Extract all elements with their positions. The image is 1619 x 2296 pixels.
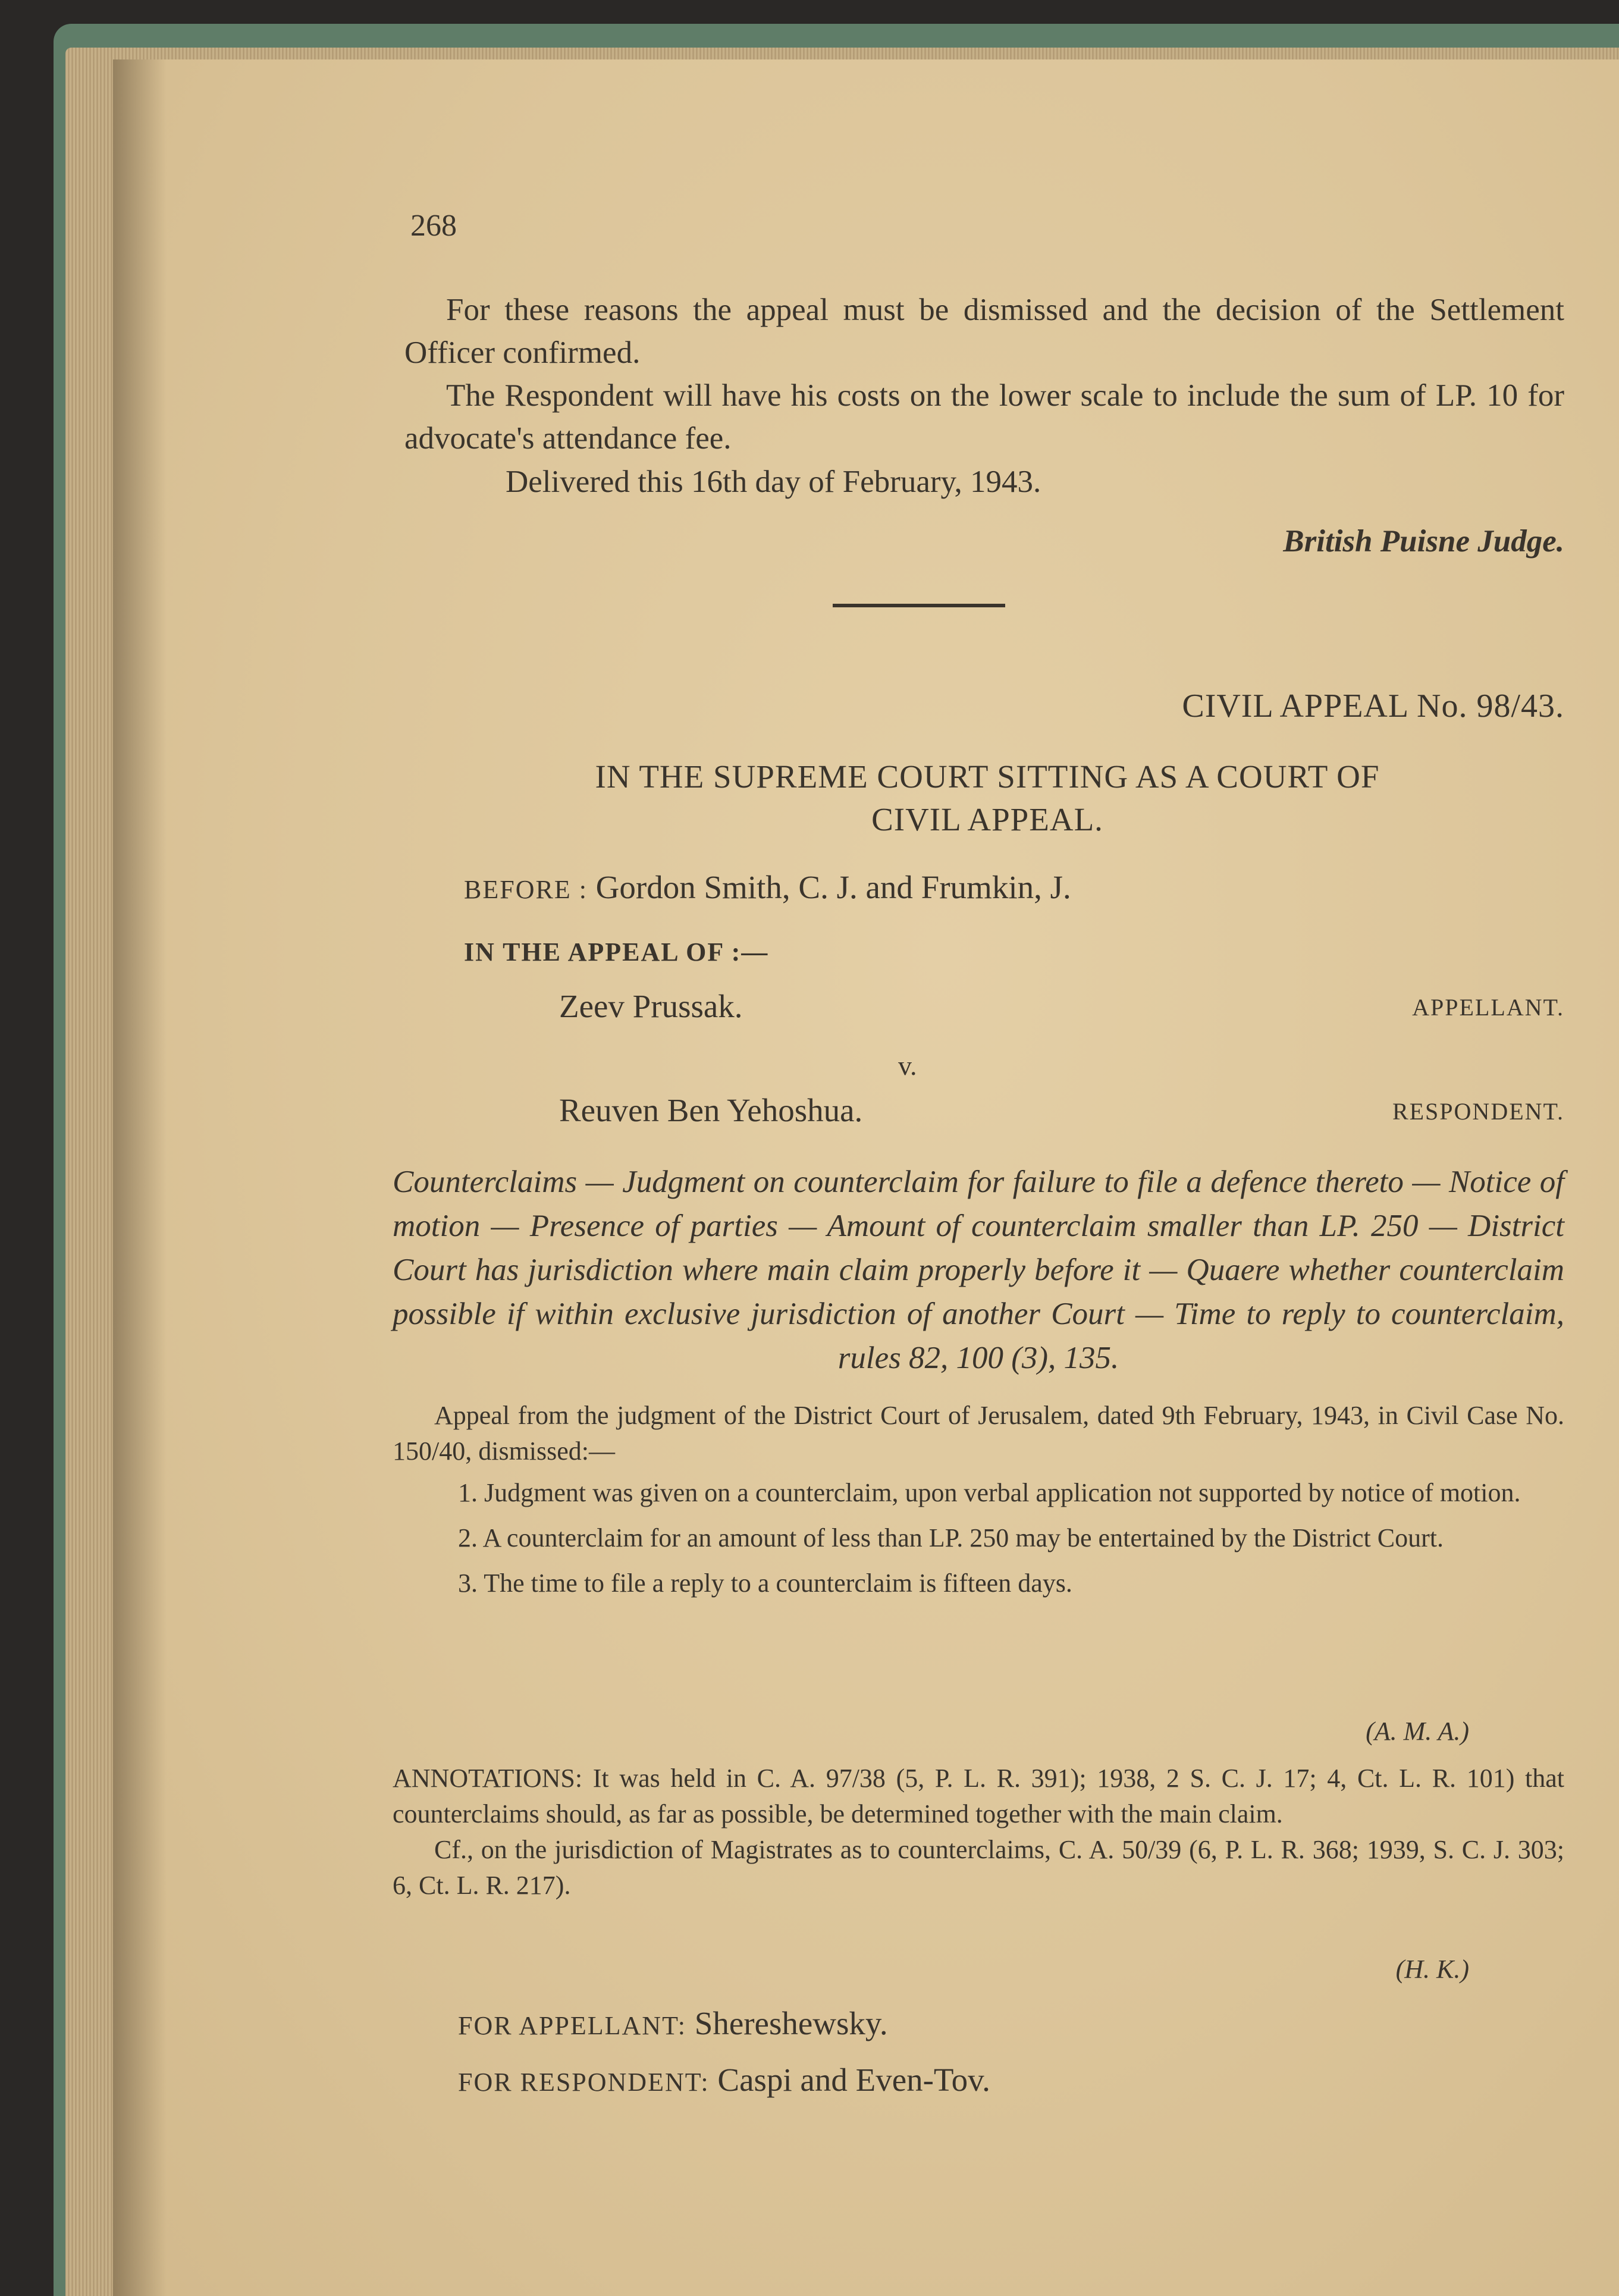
delivered-line: Delivered this 16th day of February, 1943. (506, 465, 1041, 499)
respondent-name: Reuven Ben Yehoshua. (559, 1092, 863, 1128)
section-divider (833, 604, 1005, 607)
counsel-appellant (458, 2005, 888, 2042)
annotation-text: ANNOTATIONS: It was held in C. A. 97/38 (5, P. L. R. 391); 1938, 2 S. C. J. 17; 4, Ct. L. R. 101) that counterclaims should, as far as possible, be determined together with the main claim. (393, 1764, 1564, 1828)
counsel-appellant-label: FOR APPELLANT: (458, 2011, 686, 2040)
court-heading-line-2: CIVIL APPEAL. (871, 801, 1103, 838)
paragraph-dismissal: For these reasons the appeal must be dismissed and the decision of the Settlement Officer confirmed. (404, 293, 1564, 370)
counsel-respondent-name: Caspi and Even-Tov. (717, 2062, 990, 2098)
in-appeal-of: IN THE APPEAL OF :— (464, 937, 769, 967)
court-heading-line-1: IN THE SUPREME COURT SITTING AS A COURT OF (595, 758, 1380, 795)
appeal-from (393, 1398, 1564, 1469)
counsel-appellant-name: Shereshewsky. (694, 2005, 888, 2041)
page-number: 268 (410, 209, 457, 243)
annotations (393, 1761, 1564, 1903)
editor-initials-1: (A. M. A.) (1366, 1717, 1469, 1746)
closing-paragraphs (404, 288, 1564, 460)
case-number: CIVIL APPEAL No. 98/43. (1182, 688, 1564, 724)
before-label: BEFORE : (464, 875, 588, 904)
before-line (464, 868, 1071, 906)
annotation-cf: Cf., on the jurisdiction of Magistrates as to counterclaims, C. A. 50/39 (6, P. L. R. 368; 1939, S. C. J. 303; 6, Ct. L. R. 217). (393, 1835, 1564, 1900)
court-heading (410, 755, 1564, 841)
headnote: Counterclaims — Judgment on counterclaim for failure to file a defence thereto — Notice of motion — Presence of parties — Amount of counterclaim smaller than LP. 250 — District Court has jurisdiction where main claim properly before it — Quaere whether counterclaim possible if within exclusive jurisdiction of another Court — Time to reply to counterclaim, rules 82, 100 (3), 135. (393, 1165, 1564, 1375)
held-item: 1. Judgment was given on a counterclaim, upon verbal application not supported by notice of motion. (458, 1478, 1521, 1507)
held-item: 3. The time to file a reply to a counterclaim is fifteen days. (458, 1569, 1072, 1598)
paragraph-costs: The Respondent will have his costs on the lower scale to include the sum of LP. 10 for advocate's attendance fee. (404, 378, 1564, 456)
editor-initials-2: (H. K.) (1395, 1955, 1469, 1984)
judges: Gordon Smith, C. J. and Frumkin, J. (595, 869, 1071, 905)
versus: v. (898, 1050, 917, 1081)
held-item: 2. A counterclaim for an amount of less than LP. 250 may be entertained by the District Court. (458, 1523, 1444, 1552)
appeal-from-text: Appeal from the judgment of the District Court of Jerusalem, dated 9th February, 1943, in Civil Case No. 150/40, dismissed:— (393, 1401, 1564, 1466)
counsel-respondent (458, 2061, 990, 2099)
appellant-role: APPELLANT. (1412, 994, 1564, 1021)
respondent-role: RESPONDENT. (1392, 1098, 1564, 1125)
book-page (113, 59, 1619, 2296)
gutter-shadow (113, 59, 167, 2296)
judge-signature: British Puisne Judge. (1283, 524, 1564, 559)
counsel-respondent-label: FOR RESPONDENT: (458, 2068, 710, 2097)
held-list (458, 1475, 1564, 1611)
appellant-name: Zeev Prussak. (559, 988, 743, 1024)
